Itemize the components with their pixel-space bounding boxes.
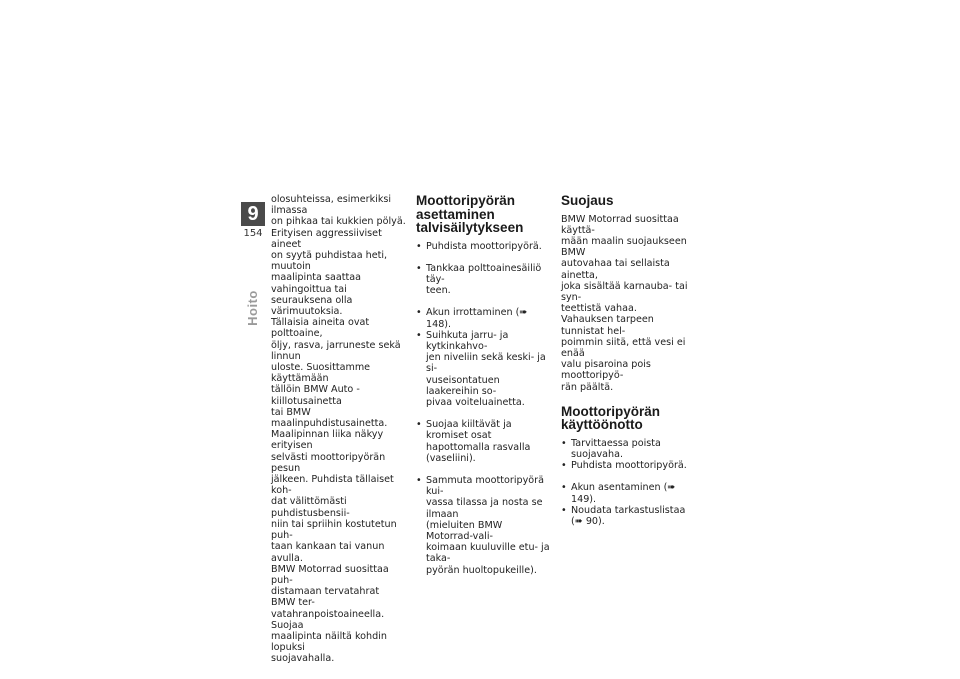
- list-item: • Suihkuta jarru- ja kytkinkahvo- jen niveliin sekä keski- ja si- vuseisontatuen laakereihin so- pivaa voiteluainetta.: [416, 330, 551, 408]
- list-item: • Suojaa kiiltävät ja kromiset osat hapottomalla rasvalla (vaseliini).: [416, 419, 551, 464]
- column-2: [416, 194, 551, 576]
- protection-paragraph-2: Vahauksen tarpeen tunnistat hel- poimmin siitä, että vesi ei enää valu pisaroina pois moottoripyö- rän päältä.: [561, 314, 686, 393]
- recommissioning-steps: [561, 438, 696, 527]
- list-item: • Puhdista moottoripyörä.: [416, 241, 551, 252]
- list-item: • Akun asentaminen (➠ 149).: [561, 482, 696, 504]
- section-heading-winter-storage: Moottoripyörän asettaminen talvisäilytykseen: [416, 193, 524, 235]
- list-item: • Sammuta moottoripyörä kui- vassa tilassa ja nosta se ilmaan (mieluiten BMW Motorrad-vali- koimaan kuuluville etu- ja taka- pyörän huoltopukeille).: [416, 475, 551, 576]
- list-item: • Akun irrottaminen (➠ 148).: [416, 307, 551, 329]
- section-heading-protection: Suojaus: [561, 193, 614, 208]
- list-item: • Tarvittaessa poista suojavaha.: [561, 438, 696, 460]
- protection-paragraph-1: BMW Motorrad suosittaa käyttä- mään maalin suojaukseen BMW autovahaa tai sellaista ainetta, joka sisältää karnauba- tai syn- teettistä vahaa.: [561, 213, 688, 315]
- list-item: • Puhdista moottoripyörä.: [561, 460, 696, 471]
- section-label: Hoito: [245, 290, 260, 326]
- page-number: 154: [243, 228, 263, 239]
- winter-storage-steps: [416, 241, 551, 576]
- chapter-number: 9: [241, 202, 265, 226]
- column-3: [561, 194, 696, 527]
- section-heading-recommissioning: Moottoripyörän käyttöönotto: [561, 403, 660, 433]
- list-item: • Tankkaa polttoainesäiliö täy- teen.: [416, 263, 551, 297]
- list-item: • Noudata tarkastuslistaa (➠ 90).: [561, 505, 696, 527]
- column-1: [271, 194, 406, 665]
- body-text: olosuhteissa, esimerkiksi ilmassa on pihkaa tai kukkien pölyä. Erityisen aggressiiviset aineet on syytä puhdistaa heti, muutoin maalipinta saattaa vahingoittua tai seurauksena olla värimuutoksia. Tällaisia aineita ovat polttoaine, öljy, rasva, jarruneste sekä linnun uloste. Suosittamme käyttämään tällöin BMW Auto -kiillotusainetta tai BMW maalinpuhdistusainetta. Maalipinnan liika näkyy erityisen selvästi moottoripyörän pesun jälkeen. Puhdista tällaiset koh- dat välittömästi puhdistusbensii- niin tai spriihin kostutetun puh- taan kankaan tai vanun avulla. BMW Motorrad suosittaa puh- distamaan tervatahrat BMW ter- vatahranpoistoaineella. Suojaa maalipinta näiltä kohdin lopuksi suojavahalla.: [271, 194, 406, 665]
